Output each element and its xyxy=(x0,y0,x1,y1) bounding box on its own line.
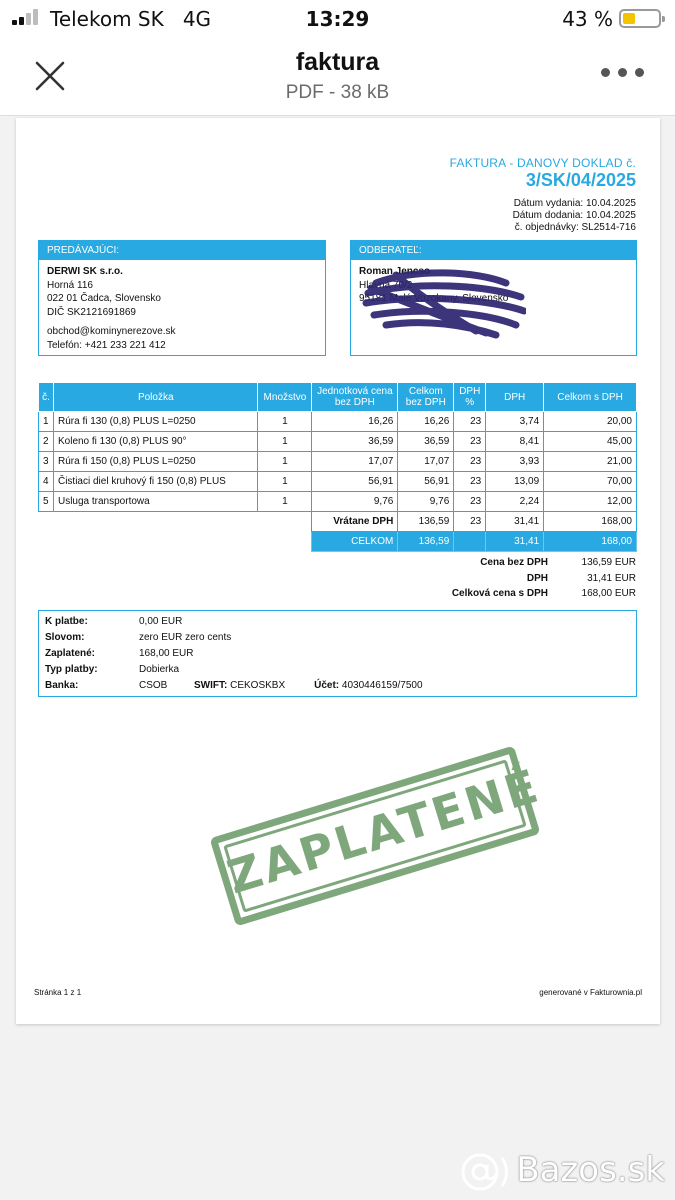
cell: 70,00 xyxy=(544,472,637,492)
cell: Vrátane DPH xyxy=(312,512,398,532)
cell: 23 xyxy=(454,452,486,472)
table-row xyxy=(39,432,637,452)
seller-city: 022 01 Čadca, Slovensko xyxy=(47,293,161,304)
paid-stamp xyxy=(209,746,547,927)
seller-tax-id: DIČ SK2121691869 xyxy=(47,306,136,318)
payment-type-label: Typ platby: xyxy=(45,664,98,675)
due-value: 0,00 EUR xyxy=(139,616,183,627)
cell: 23 xyxy=(454,512,486,532)
cell: 17,07 xyxy=(398,452,454,472)
totals-block xyxy=(452,555,636,602)
table-row xyxy=(39,472,637,492)
cell: 3,74 xyxy=(486,412,544,432)
more-icon[interactable] xyxy=(601,68,645,82)
clock: 13:29 xyxy=(305,7,370,31)
document-title: faktura xyxy=(295,48,380,76)
cell: 1 xyxy=(258,432,312,452)
vat-summary-row xyxy=(39,512,637,532)
issue-date: Dátum vydania: 10.04.2025 xyxy=(513,198,636,209)
swift-label: SWIFT: xyxy=(194,680,228,691)
redaction-scribble xyxy=(356,263,526,341)
cell: Rúra fi 130 (0,8) PLUS L=0250 xyxy=(53,412,257,432)
items-table xyxy=(38,382,637,552)
pdf-page[interactable] xyxy=(16,118,660,1024)
battery-percent: 43 % xyxy=(562,7,613,31)
watermark xyxy=(516,1150,665,1190)
payment-box xyxy=(38,610,637,697)
cell: 23 xyxy=(454,432,486,452)
col-header: DPH % xyxy=(454,383,486,412)
cell: 12,00 xyxy=(544,492,637,512)
cell: 45,00 xyxy=(544,432,637,452)
invoice-heading: FAKTURA - DANOVY DOKLAD č. xyxy=(449,156,636,170)
battery-icon xyxy=(619,9,661,28)
order-number: č. objednávky: SL2514-716 xyxy=(514,222,636,233)
words-value: zero EUR zero cents xyxy=(139,632,232,643)
nav-bar xyxy=(0,36,675,116)
cell: CELKOM xyxy=(312,532,398,552)
table-row xyxy=(39,412,637,432)
cell: 1 xyxy=(258,472,312,492)
seller-header: PREDÁVAJÚCI: xyxy=(39,241,325,260)
cell: 56,91 xyxy=(312,472,398,492)
document-subtitle: PDF - 38 kB xyxy=(285,82,390,103)
cell: Usluga transportowa xyxy=(53,492,257,512)
cell: 16,26 xyxy=(312,412,398,432)
cell: 36,59 xyxy=(398,432,454,452)
paid-label: Zaplatené: xyxy=(45,648,96,659)
seller-street: Horná 116 xyxy=(47,279,93,291)
account-value: 4030446159/7500 xyxy=(341,680,423,691)
delivery-date: Dátum dodania: 10.04.2025 xyxy=(512,210,636,221)
cell: Koleno fi 130 (0,8) PLUS 90° xyxy=(53,432,257,452)
status-bar xyxy=(0,0,675,36)
seller-name: DERWI SK s.r.o. xyxy=(47,266,123,277)
cell: 8,41 xyxy=(486,432,544,452)
col-header: č. xyxy=(39,383,54,412)
cell: 3 xyxy=(39,452,54,472)
bank-value: CSOB xyxy=(139,680,168,691)
total-row xyxy=(39,532,637,552)
table-header-row xyxy=(39,383,637,412)
due-label: K platbe: xyxy=(45,616,88,627)
stamp-text: ZAPLATENÉ xyxy=(221,758,547,905)
gross-total-label: Celková cena s DPH xyxy=(451,588,548,599)
buyer-header: ODBERATEĽ: xyxy=(351,241,636,260)
swift-value: CEKOSKBX xyxy=(230,680,286,691)
gross-total-value: 168,00 EUR xyxy=(581,588,636,599)
cell: 31,41 xyxy=(486,512,544,532)
network-label: 4G xyxy=(182,7,212,31)
net-total-value: 136,59 EUR xyxy=(581,557,636,568)
cell: 23 xyxy=(454,492,486,512)
net-total-label: Cena bez DPH xyxy=(480,557,548,568)
cell: 21,00 xyxy=(544,452,637,472)
cell: 13,09 xyxy=(486,472,544,492)
page-counter: Stránka 1 z 1 xyxy=(34,988,82,997)
cell: 1 xyxy=(258,492,312,512)
seller-box xyxy=(38,240,326,356)
invoice-number: 3/SK/04/2025 xyxy=(525,170,636,190)
at-sign-icon xyxy=(458,1150,510,1194)
cell: 2 xyxy=(39,432,54,452)
cell: 1 xyxy=(258,412,312,432)
cell: 4 xyxy=(39,472,54,492)
col-header: Množstvo xyxy=(258,383,312,412)
seller-phone: Telefón: +421 233 221 412 xyxy=(47,339,166,351)
vat-total-value: 31,41 EUR xyxy=(587,572,636,584)
words-label: Slovom: xyxy=(45,632,85,643)
col-header: Jednotková cena bez DPH xyxy=(312,383,398,412)
cell: 9,76 xyxy=(398,492,454,512)
cell: 20,00 xyxy=(544,412,637,432)
table-row xyxy=(39,452,637,472)
payment-type-value: Dobierka xyxy=(139,664,180,675)
vat-total-label: DPH xyxy=(526,572,548,584)
cell: 2,24 xyxy=(486,492,544,512)
cell: Čistiaci diel kruhový fi 150 (0,8) PLUS xyxy=(53,472,257,492)
cell: 168,00 xyxy=(544,532,637,552)
cell: 9,76 xyxy=(312,492,398,512)
cell: 1 xyxy=(258,452,312,472)
buyer-city: 95181 Malé Vozokany, Slovensko xyxy=(359,293,509,304)
cell: 23 xyxy=(454,412,486,432)
cell: 136,59 xyxy=(398,512,454,532)
cell: 5 xyxy=(39,492,54,512)
cell: 31,41 xyxy=(486,532,544,552)
bank-label: Banka: xyxy=(45,680,79,691)
cell: 23 xyxy=(454,472,486,492)
cell: 56,91 xyxy=(398,472,454,492)
invoice-meta xyxy=(513,198,636,234)
cell: 36,59 xyxy=(312,432,398,452)
table-row xyxy=(39,492,637,512)
cell: 168,00 xyxy=(544,512,637,532)
buyer-name: Roman Jencso xyxy=(359,266,431,277)
paid-value: 168,00 EUR xyxy=(139,648,194,659)
buyer-street: Hlavná 70/2 xyxy=(359,279,413,291)
col-header: Celkom bez DPH xyxy=(398,383,454,412)
cell: 1 xyxy=(39,412,54,432)
generator-note: generované v Fakturownia.pl xyxy=(539,988,642,997)
cell: Rúra fi 150 (0,8) PLUS L=0250 xyxy=(53,452,257,472)
col-header: DPH xyxy=(486,383,544,412)
cell: 3,93 xyxy=(486,452,544,472)
account-label: Účet: xyxy=(314,680,340,691)
col-header: Celkom s DPH xyxy=(544,383,637,412)
cell: 17,07 xyxy=(312,452,398,472)
col-header: Položka xyxy=(53,383,257,412)
cell: 136,59 xyxy=(398,532,454,552)
carrier-label: Telekom SK 4G xyxy=(50,7,212,31)
cell xyxy=(454,532,486,552)
watermark-text: Bazos.sk xyxy=(516,1150,665,1190)
cell: 16,26 xyxy=(398,412,454,432)
seller-email: obchod@kominynerezove.sk xyxy=(47,326,176,337)
